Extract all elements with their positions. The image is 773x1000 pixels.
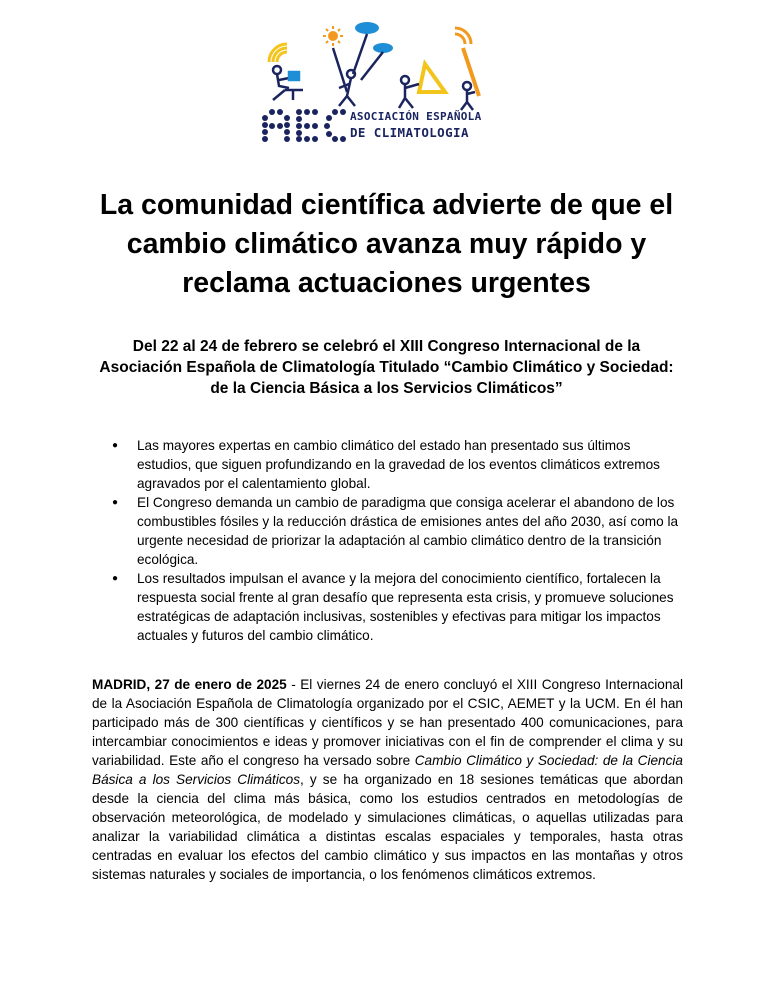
aec-acronym-icon	[262, 109, 346, 142]
bullet-text: Los resultados impulsan el avance y la mejora del conocimiento científico, fortalecen la respuesta social frente al gran desafío que representa esta crisis, y promueve soluciones estratégicas de adaptación inclusivas, sostenibles y efectivas para mitigar los impactos actuales y futuros del cambio climático.	[137, 571, 674, 643]
bullet-text: Las mayores expertas en cambio climático del estado han presentado sus últimos estudios, que siguen profundizando en la gravedad de los eventos climáticos extremos agravados por el calentamiento global.	[137, 438, 660, 491]
figure-triangle-icon	[399, 64, 445, 108]
summary-bullets	[112, 436, 684, 645]
dateline: MADRID, 27 de enero de 2025	[92, 677, 287, 692]
logo-line-2: DE CLIMATOLOGIA	[350, 125, 469, 140]
bullet-text: El Congreso demanda un cambio de paradigma que consiga acelerar el abandono de los combustibles fósiles y la reducción drástica de emisiones antes del año 2030, así como la urgente necesidad de priorizar la adaptación al cambio climático dentro de la transición ecológica.	[137, 495, 679, 567]
bullet-marker: ●	[112, 573, 119, 584]
signal-right-icon	[455, 28, 471, 44]
signal-icon	[269, 44, 287, 62]
congress-title: Cambio Climático y Sociedad: de la Ciencia Básica a los Servicios Climáticos	[92, 753, 683, 787]
subheadline: Del 22 al 24 de febrero se celebró el XIII Congreso Internacional de la Asociación Española de Climatología Titulado “Cambio Climático y Sociedad: de la Ciencia Básica a los Servicios Climáticos”	[99, 338, 674, 397]
body-text-part-2: , y se ha organizado en 18 sesiones temáticas que abordan desde la ciencia del clima más básica, como los estudios centrados en metodologías de observación meteorológica, de modelado y simulaciones climáticas, o aquellas utilizadas para analizar la variabilidad climática a distintas escalas espaciales y temporales, hasta otras centradas en evaluar los efectos del cambio climático y sus impactos en las montañas y otros sistemas naturales y sociales de importancia, o los fenómenos climáticos extremos.	[92, 772, 683, 882]
bullet-marker: ●	[112, 497, 119, 508]
figure-laptop-icon	[273, 66, 303, 100]
aec-logo	[255, 14, 495, 144]
bullet-marker: ●	[112, 440, 119, 451]
sun-icon	[323, 26, 343, 46]
bullet-item	[112, 569, 684, 645]
bullet-item	[112, 493, 684, 569]
body-text-part-1: - El viernes 24 de enero concluyó el XIII Congreso Internacional de la Asociación Española de Climatología organizado por el CSIC, AEMET y la UCM. En él han participado más de 300 científicas y científicos y se han presentado 400 comunicaciones, para intercambiar conocimientos e ideas y promover iniciativas con el fin de comprender el clima y su variabilidad. Este año el congreso ha versado sobre	[92, 677, 683, 768]
figure-ruler-icon	[461, 48, 479, 110]
body-paragraph	[92, 675, 683, 884]
bullet-item	[112, 436, 684, 493]
page-headline: La comunidad científica advierte de que el cambio climático avanza muy rápido y reclama actuaciones urgentes	[99, 189, 674, 299]
logo-wordmark	[350, 109, 482, 141]
logo-line-1: ASOCIACIÓN ESPAÑOLA	[350, 110, 482, 123]
